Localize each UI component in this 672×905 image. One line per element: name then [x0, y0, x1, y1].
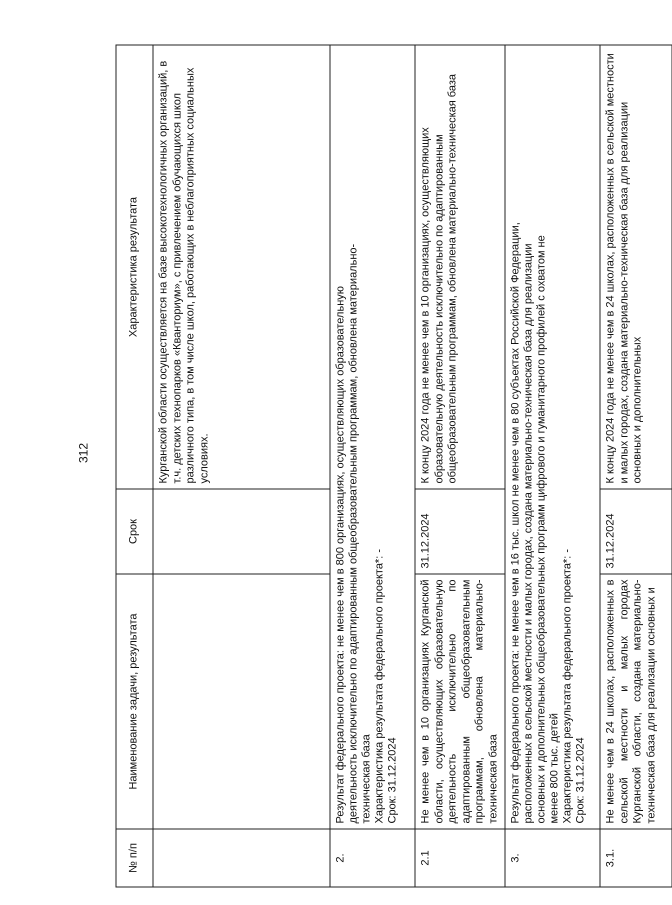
cell-number: 3.	[505, 829, 600, 887]
table-row-3-1	[600, 45, 672, 887]
header-characteristic: Характеристика результата	[116, 45, 153, 489]
page-number: 312	[76, 442, 90, 463]
table-row-continuation	[153, 45, 330, 887]
cell-term: 31.12.2024	[415, 489, 505, 574]
text-line: деятельность исключительно по адаптированным общеобразовательным программам, обновлена материально-	[347, 243, 359, 823]
text-line: Результат федерального проекта: не менее чем в 800 организациях, осуществляющих образовательную	[334, 285, 346, 823]
table-row-2-1	[415, 45, 505, 887]
cell-term: 31.12.2024	[600, 489, 672, 574]
cell-federal-result	[505, 45, 600, 829]
cell-number: 2.	[330, 829, 415, 887]
cell-empty	[153, 574, 330, 829]
cell-task-name: Не менее чем в 24 школах, расположенных в сельской местности и малых городах Курганской области, создана материально-техническая база для реализации основных и	[600, 574, 672, 829]
cell-federal-result	[330, 45, 415, 829]
header-task-name: Наименование задачи, результата	[116, 574, 153, 829]
cell-empty	[153, 829, 330, 887]
text-line: Срок: 31.12.2024	[386, 736, 398, 823]
table-header-row	[116, 45, 153, 887]
text-line: основных и дополнительных общеобразовательных программ цифрового и гуманитарного профилей с охватом не	[535, 234, 547, 823]
text-line: Характеристика результата федерального проекта*: -	[373, 548, 385, 823]
header-term: Срок	[116, 489, 153, 574]
cell-number: 3.1.	[600, 829, 672, 887]
text-line: менее 800 тыс. детей	[548, 712, 560, 823]
table-row-2	[330, 45, 415, 887]
text-line: Результат федерального проекта: не менее чем в 16 тыс. школ не менее чем в 80 субъектах Российской Федерации,	[509, 221, 521, 823]
text-line: техническая база	[360, 733, 372, 823]
text-line: Характеристика результата федерального проекта*: -	[561, 548, 573, 823]
table-row-3	[505, 45, 600, 887]
cell-task-name: Не менее чем в 10 организациях Курганской области, осуществляющих образовательную деятельность исключительно по адаптированным общеобразовательным программам, обновлена материально-техническая база	[415, 574, 505, 829]
header-number: № п/п	[116, 829, 153, 887]
cell-number: 2.1	[415, 829, 505, 887]
cell-empty	[153, 489, 330, 574]
results-table	[115, 44, 672, 887]
cell-characteristic: К концу 2024 года не менее чем в 10 организациях, осуществляющих образовательную деятельность исключительно по адаптированным общеобразовательным программам, обновлена материально-техническая база	[415, 45, 505, 489]
text-line: расположенных в сельской местности и малых городах, создана материально-техническая база для реализации	[522, 242, 534, 823]
cell-characteristic: Курганской области осуществляется на базе высокотехнологичных организаций, в т.ч. детских технопарков «Кванториум», с привлечением обучающихся школ различного типа, в том числе школ, работающих в неблагоприятных социальных условиях.	[153, 45, 330, 489]
text-line: Срок: 31.12.2024	[574, 736, 586, 823]
cell-characteristic: К концу 2024 года не менее чем в 24 школах, расположенных в сельской местности и малых городах, создана материально-техническая база для реализации основных и дополнительных	[600, 45, 672, 489]
